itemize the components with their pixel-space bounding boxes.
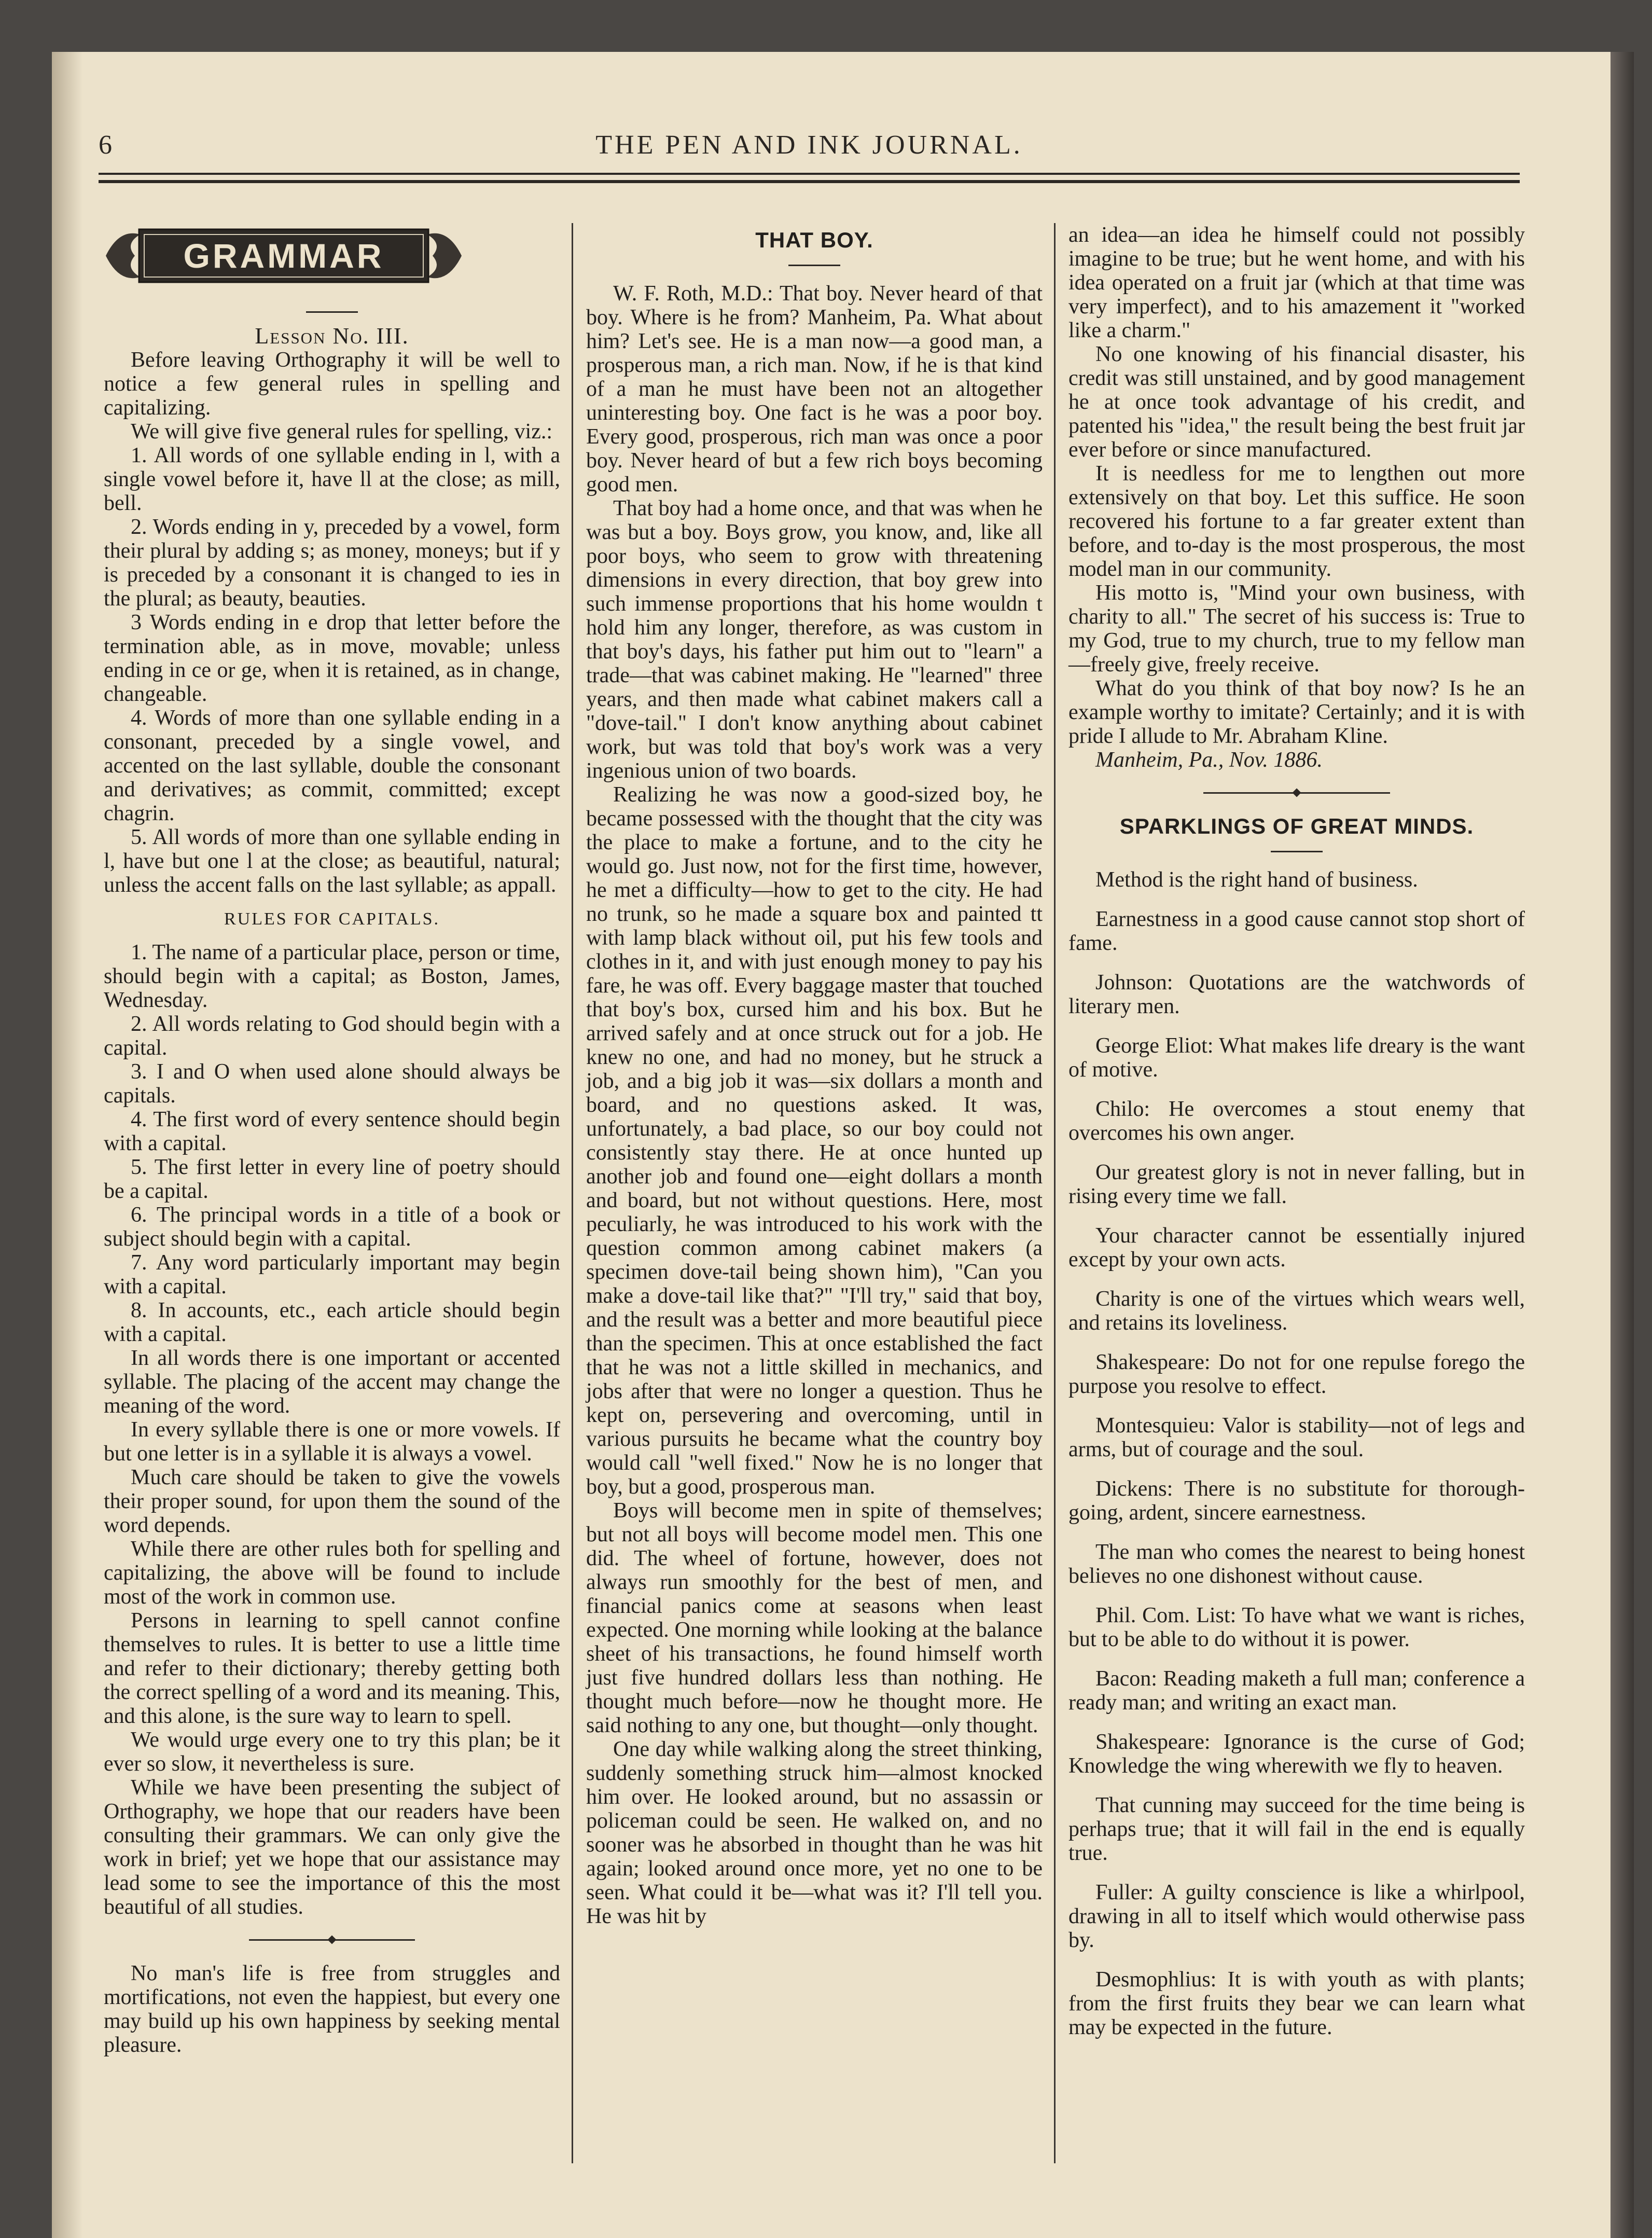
quote-paragraph: Shakespeare: Ignorance is the curse of God; Knowledge the wing wherewith we fly to heaven.	[1068, 1730, 1525, 1778]
story-paragraph: What do you think of that boy now? Is he an example worthy to imitate? Certainly; and it is with pride I allude to Mr. Abraham Kline.	[1068, 676, 1525, 748]
story-paragraph: It is needless for me to lengthen out more extensively on that boy. Let this suffice. He soon recovered his fortune to a far greater extent than before, and to-day is the most prosperous, the most model man in our community.	[1068, 462, 1525, 581]
diamond-divider	[1203, 785, 1390, 801]
rules-heading: RULES FOR CAPITALS.	[224, 909, 440, 929]
story-paragraph: That boy had a home once, and that was when he was but a boy. Boys grow, you know, and, like all poor boys, who seem to grow with threatening dimensions in every direction, that boy grew into such immense proportions that his home wouldn t hold him any longer, therefore, as was custom in that boy's days, his father put him out to "learn" a trade—that was cabinet making. He "learned" three years, and then made what cabinet makers call a "dove-tail." I don't know anything about cabinet work, but was told that boy's work was a very ingenious union of two boards.	[586, 496, 1043, 783]
divider-diamond	[1293, 789, 1301, 797]
header-rule-thin	[99, 173, 1520, 175]
sparklings-title: SPARKLINGS OF GREAT MINDS.	[1119, 814, 1474, 838]
lesson-heading: Lesson No. III.	[255, 323, 409, 349]
quote-paragraph: That cunning may succeed for the time being is perhaps true; that it will fail in the end is equally true.	[1068, 1793, 1525, 1865]
grammar-column	[104, 223, 560, 2057]
quote-paragraph: Desmophlius: It is with youth as with plants; from the first fruits they bear we can learn what may be expected in the future.	[1068, 1968, 1525, 2039]
story-paragraph: One day while walking along the street thinking, suddenly something struck him—almost knocked him over. He looked around, but no assassin or policeman could be seen. He walked on, and no sooner was he absorbed in thought than he was hit again; looked around once more, yet no one to be seen. What could it be—what was it? I'll tell you. He was hit by	[586, 1737, 1043, 1928]
story-paragraph: His motto is, "Mind your own business, with charity to all." The secret of his success is: True to my God, true to my church, true to my fellow man—freely give, freely receive.	[1068, 581, 1525, 676]
title-rule	[788, 265, 840, 266]
grammar-banner	[104, 223, 464, 288]
short-rule	[306, 311, 358, 313]
page-header	[99, 130, 1520, 202]
capital-rule: 1. The name of a particular place, person or time, should begin with a capital; as Boston, James, Wednesday.	[104, 941, 560, 1012]
page-gutter-shadow	[52, 52, 83, 2238]
quote-paragraph: The man who comes the nearest to being honest believes no one dishonest without cause.	[1068, 1540, 1525, 1588]
story-paragraph: W. F. Roth, M.D.: That boy. Never heard of that boy. Where is he from? Manheim, Pa. What about him? Let's see. He is a man now—a good man, a prosperous man, a rich man. Now, if he is that kind of a man he must have been not an altogether uninteresting boy. One fact is he was a poor boy. Every good, prosperous, rich man was once a poor boy. Never heard of but a few rich boys becoming good men.	[586, 282, 1043, 496]
quote-paragraph: Earnestness in a good cause cannot stop short of fame.	[1068, 907, 1525, 955]
quote-paragraph: Shakespeare: Do not for one repulse forego the purpose you resolve to effect.	[1068, 1350, 1525, 1398]
capital-rule: 8. In accounts, etc., each article should begin with a capital.	[104, 1298, 560, 1346]
that-boy-title: THAT BOY.	[755, 228, 873, 252]
column-divider-left	[572, 223, 573, 2163]
quote-paragraph: Your character cannot be essentially injured except by your own acts.	[1068, 1224, 1525, 1272]
grammar-paragraph: In all words there is one important or accented syllable. The placing of the accent may change the meaning of the word.	[104, 1346, 560, 1418]
capital-rule: 7. Any word particularly important may begin with a capital.	[104, 1251, 560, 1298]
grammar-paragraph: 4. Words of more than one syllable ending in a consonant, preceded by a single vowel, and accented on the last syllable, double the consonant and derivatives; as commit, committed; except chagrin.	[104, 706, 560, 825]
quote-paragraph: Bacon: Reading maketh a full man; conference a ready man; and writing an exact man.	[1068, 1667, 1525, 1715]
grammar-paragraph: 5. All words of more than one syllable ending in l, have but one l at the close; as beautiful, natural; unless the accent falls on the last syllable; as appall.	[104, 825, 560, 897]
quote-paragraph: Montesquieu: Valor is stability—not of legs and arms, but of courage and the soul.	[1068, 1414, 1525, 1461]
quote-paragraph: George Eliot: What makes life dreary is the want of motive.	[1068, 1034, 1525, 1082]
next-page-edge	[1611, 52, 1634, 2238]
quote-paragraph: Johnson: Quotations are the watchwords of literary men.	[1068, 971, 1525, 1018]
capital-rule: 5. The first letter in every line of poetry should be a capital.	[104, 1155, 560, 1203]
grammar-paragraph: While there are other rules both for spelling and capitalizing, the above will be found to include most of the work in common use.	[104, 1537, 560, 1609]
quote-paragraph: Our greatest glory is not in never falling, but in rising every time we fall.	[1068, 1161, 1525, 1208]
grammar-paragraph: 1. All words of one syllable ending in l, with a single vowel before it, have ll at the close; as mill, bell.	[104, 444, 560, 515]
divider-diamond	[328, 1936, 337, 1944]
page-number: 6	[99, 130, 112, 160]
quote-paragraph: Dickens: There is no substitute for thorough-going, ardent, sincere earnestness.	[1068, 1477, 1525, 1525]
quote-paragraph: Fuller: A guilty conscience is like a whirlpool, drawing in all to itself which would otherwise pass by.	[1068, 1881, 1525, 1952]
header-rule-thick	[99, 180, 1520, 183]
grammar-paragraph: While we have been presenting the subject of Orthography, we hope that our readers have been consulting their grammars. We can only give the work in brief; yet we hope that our assistance may lead some to see the importance of this the most beautiful of all studies.	[104, 1776, 560, 1919]
title-rule	[1271, 851, 1323, 852]
diamond-divider	[249, 1932, 415, 1948]
grammar-paragraph: We will give five general rules for spelling, viz.:	[131, 420, 553, 444]
footnote-paragraph: No man's life is free from struggles and mortifications, not even the happiest, but every one may build up his own happiness by seeking mental pleasure.	[104, 1961, 560, 2057]
quote-paragraph: Method is the right hand of business.	[1095, 868, 1418, 892]
grammar-paragraph: Much care should be taken to give the vowels their proper sound, for upon them the sound of the word depends.	[104, 1466, 560, 1537]
story-paragraph: an idea—an idea he himself could not possibly imagine to be true; but he went home, and with his idea operated on a fruit jar (which at that time was very imperfect), and to his amazement it "worked like a charm."	[1068, 223, 1525, 342]
newspaper-page	[52, 52, 1634, 2238]
capital-rule: 4. The first word of every sentence should begin with a capital.	[104, 1108, 560, 1155]
journal-title: THE PEN AND INK JOURNAL.	[595, 130, 1023, 160]
grammar-paragraph: 2. Words ending in y, preceded by a vowel, form their plural by adding s; as money, moneys; but if y is preceded by a consonant it is changed to ies in the plural; as beauty, beauties.	[104, 515, 560, 611]
that-boy-column	[586, 223, 1043, 1928]
quote-paragraph: Chilo: He overcomes a stout enemy that overcomes his own anger.	[1068, 1097, 1525, 1145]
story-paragraph: Realizing he was now a good-sized boy, he became possessed with the thought that the city was the place to make a fortune, and to the city he would go. Just now, not for the first time, however, he met a difficulty—how to get to the city. He had no trunk, so he made a square box and painted tt with lamp black without oil, put his few tools and clothes in it, and with just enough money to pay his fare, he was off. Every baggage master that touched that boy's box, cursed him and his box. But he arrived safely and at once struck out for a job. He knew no one, and had no money, but he struck a job, and a big job it was—six dollars a month and board, and no questions asked. It was, unfortunately, a bad place, so our boy could not consistently stay there. He at once hunted up another job and found one—eight dollars a month and board, but not without questions. Here, most peculiarly, he was introduced to his work with the question common among cabinet makers (a specimen dove-tail being shown him), "Can you make a dove-tail like that?" "I'll try," said that boy, and the result was a better and more beautiful piece than the specimen. This at once established the fact that he was not a little skilled in mechanics, and jobs after that were no longer a question. Thus he kept on, persevering and overcoming, until in various pursuits he became what the country boy would call "well fixed." Now he is no longer that boy, but a good, prosperous man.	[586, 783, 1043, 1499]
grammar-paragraph: 3 Words ending in e drop that letter before the termination able, as in move, movable; unless ending in ce or ge, when it is retained, as in change, changeable.	[104, 611, 560, 706]
column-divider-right	[1054, 223, 1056, 2163]
capital-rule: 2. All words relating to God should begin with a capital.	[104, 1012, 560, 1060]
story-signoff: Manheim, Pa., Nov. 1886.	[1095, 748, 1323, 772]
quote-paragraph: Phil. Com. List: To have what we want is riches, but to be able to do without it is power.	[1068, 1604, 1525, 1651]
story-paragraph: No one knowing of his financial disaster, his credit was still unstained, and by good management he at once took advantage of his credit, and patented his "idea," the result being the best fruit jar ever before or since manufactured.	[1068, 342, 1525, 462]
capital-rule: 6. The principal words in a title of a book or subject should begin with a capital.	[104, 1203, 560, 1251]
right-column	[1068, 223, 1525, 2039]
grammar-paragraph: Before leaving Orthography it will be well to notice a few general rules in spelling and capitalizing.	[104, 348, 560, 420]
grammar-paragraph: Persons in learning to spell cannot confine themselves to rules. It is better to use a little time and refer to their dictionary; thereby getting both the correct spelling of a word and its meaning. This, and this alone, is the sure way to learn to spell.	[104, 1609, 560, 1728]
grammar-paragraph: We would urge every one to try this plan; be it ever so slow, it nevertheless is sure.	[104, 1728, 560, 1776]
grammar-paragraph: In every syllable there is one or more vowels. If but one letter is in a syllable it is always a vowel.	[104, 1418, 560, 1466]
capital-rule: 3. I and O when used alone should always be capitals.	[104, 1060, 560, 1108]
quote-paragraph: Charity is one of the virtues which wears well, and retains its loveliness.	[1068, 1287, 1525, 1335]
grammar-banner-text: GRAMMAR	[183, 237, 384, 275]
story-paragraph: Boys will become men in spite of themselves; but not all boys will become model men. This one did. The wheel of fortune, however, does not always run smoothly for the best of men, and financial panics come at seasons when least expected. One morning while looking at the balance sheet of his transactions, he found himself worth just five hundred dollars less than nothing. He thought much before—now he thought more. He said nothing to any one, but thought—only thought.	[586, 1499, 1043, 1737]
